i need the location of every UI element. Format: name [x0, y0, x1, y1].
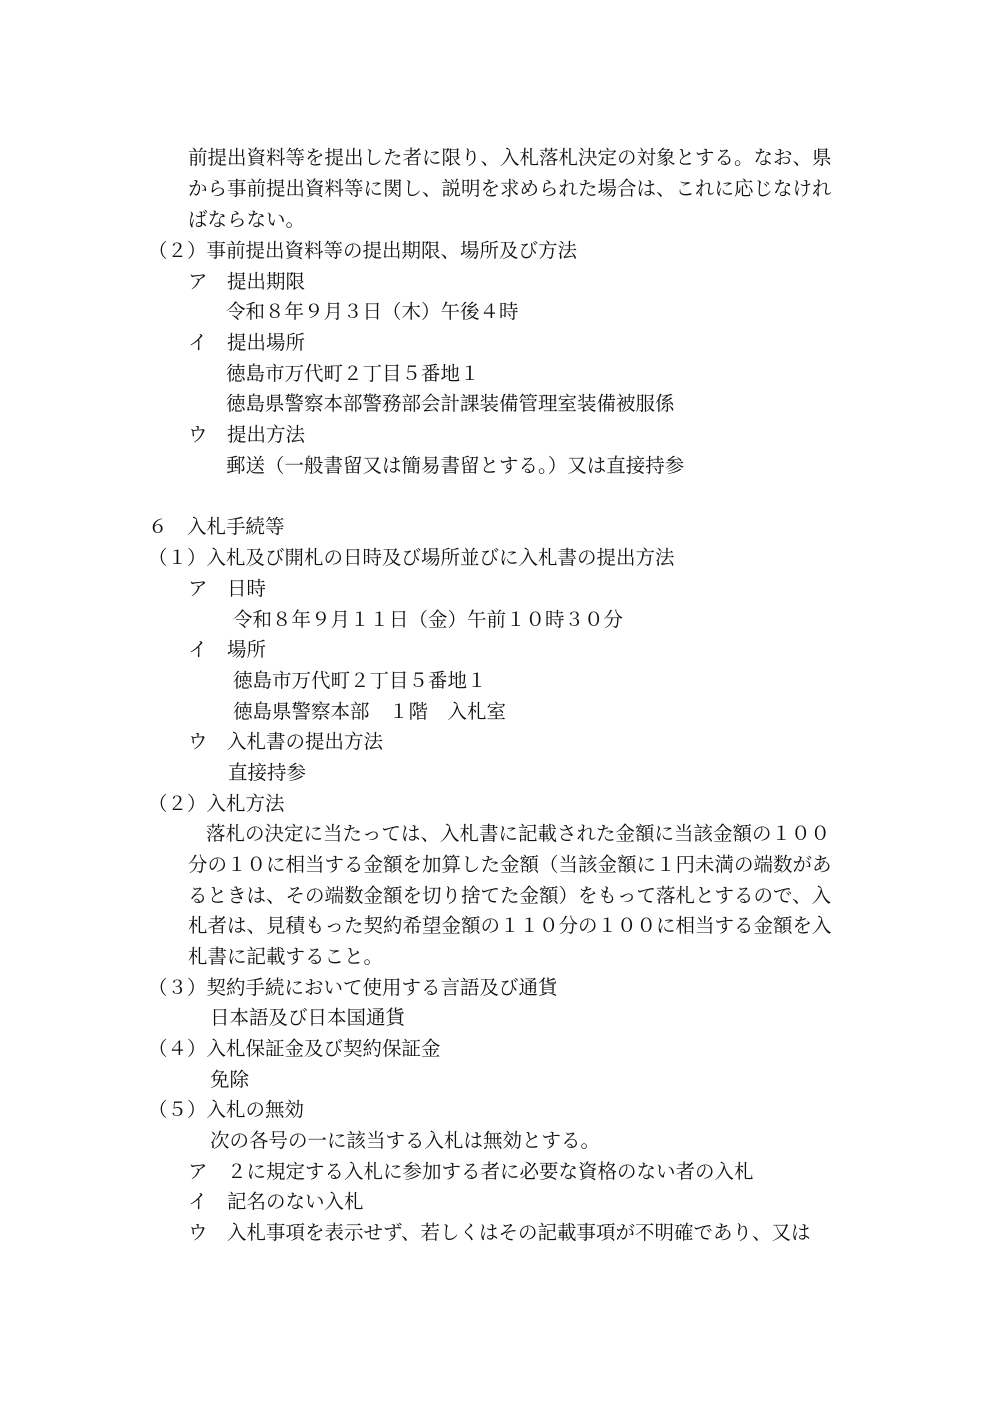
text-line: 次の各号の一に該当する入札は無効とする。 — [210, 1129, 601, 1152]
section-heading: （２）事前提出資料等の提出期限、場所及び方法 — [148, 239, 578, 262]
text-line: るときは、その端数金額を切り捨てた金額）をもって落札とするので、入 — [188, 884, 832, 907]
text-line: 徳島市万代町２丁目５番地１ — [226, 362, 480, 385]
text-line: 免除 — [210, 1068, 250, 1091]
sub-item-heading: ア ２に規定する入札に参加する者に必要な資格のない者の入札 — [188, 1160, 754, 1183]
text-line: 前提出資料等を提出した者に限り、入札落札決定の対象とする。なお、県 — [188, 146, 832, 169]
text-line: 徳島市万代町２丁目５番地１ — [233, 669, 487, 692]
text-line: 落札の決定に当たっては、入札書に記載された金額に当該金額の１００ — [206, 822, 831, 845]
text-line: 札者は、見積もった契約希望金額の１１０分の１００に相当する金額を入 — [188, 914, 832, 937]
sub-item-heading: ア 日時 — [188, 577, 267, 600]
sub-item-heading: イ 記名のない入札 — [188, 1190, 364, 1213]
section-heading: （３）契約手続において使用する言語及び通貨 — [148, 976, 558, 999]
sub-item-heading: ア 提出期限 — [188, 270, 306, 293]
text-line: ばならない。 — [188, 208, 306, 231]
text-line: 直接持参 — [228, 761, 307, 784]
text-line: 徳島県警察本部警務部会計課装備管理室装備被服係 — [226, 392, 675, 415]
text-line: 札書に記載すること。 — [188, 945, 384, 968]
section-title: ６ 入札手続等 — [148, 515, 285, 538]
sub-item-heading: イ 場所 — [188, 638, 267, 661]
section-heading: （５）入札の無効 — [148, 1098, 305, 1121]
sub-item-heading: イ 提出場所 — [188, 331, 306, 354]
section-heading: （１）入札及び開札の日時及び場所並びに入札書の提出方法 — [148, 546, 675, 569]
sub-item-heading: ウ 提出方法 — [188, 423, 306, 446]
text-line: から事前提出資料等に関し、説明を求められた場合は、これに応じなけれ — [188, 177, 832, 200]
text-line: 令和８年９月３日（木）午後４時 — [226, 300, 519, 323]
text-line: 郵送（一般書留又は簡易書留とする。）又は直接持参 — [226, 454, 685, 477]
text-line: 令和８年９月１１日（金）午前１０時３０分 — [233, 608, 624, 631]
sub-item-heading: ウ 入札書の提出方法 — [188, 730, 384, 753]
section-heading: （４）入札保証金及び契約保証金 — [148, 1037, 441, 1060]
text-line: 日本語及び日本国通貨 — [210, 1006, 406, 1029]
text-line: 分の１０に相当する金額を加算した金額（当該金額に１円未満の端数があ — [188, 853, 832, 876]
section-heading: （２）入札方法 — [148, 792, 285, 815]
sub-item-heading: ウ 入札事項を表示せず、若しくはその記載事項が不明確であり、又は — [188, 1221, 811, 1244]
text-line: 徳島県警察本部 １階 入札室 — [233, 700, 507, 723]
